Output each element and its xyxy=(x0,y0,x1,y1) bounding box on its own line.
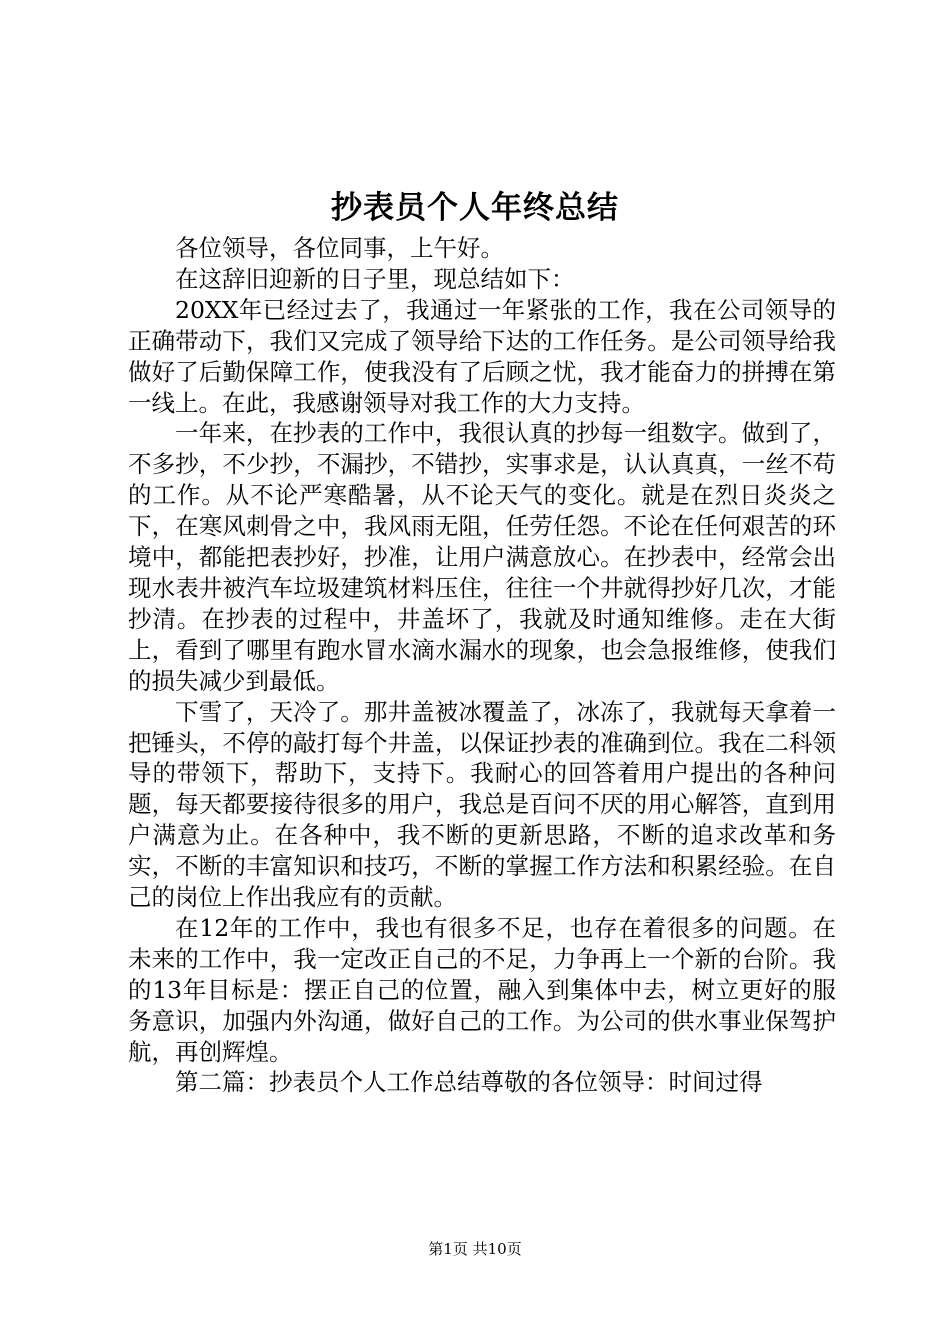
paragraph-year-review: 20XX年已经过去了，我通过一年紧张的工作，我在公司领导的正确带动下，我们又完成了领导给下达的工作任务。是公司领导给我做好了后勤保障工作，使我没有了后顾之忧，我才能奋力的拼搏在第一线上。在此，我感谢领导对我工作的大力支持。 xyxy=(128,295,836,417)
paragraph-intro: 在这辞旧迎新的日子里，现总结如下： xyxy=(175,264,575,293)
paragraph-shortcomings-goals: 在12年的工作中，我也有很多不足，也存在着很多的问题。在未来的工作中，我一定改正自己的不足，力争再上一个新的台阶。我的13年目标是：摆正自己的位置，融入到集体中去，树立更好的服务意识，加强内外沟通，做好自己的工作。为公司的供水事业保驾护航，再创辉煌。 xyxy=(128,913,836,1066)
paragraph-winter-work: 下雪了，天冷了。那井盖被冰覆盖了，冰冻了，我就每天拿着一把锤头，不停的敲打每个井盖，以保证抄表的准确到位。我在二科领导的带领下，帮助下，支持下。我耐心的回答着用户提出的各种问题，每天都要接待很多的用户，我总是百问不厌的用心解答，直到用户满意为止。在各种中，我不断的更新思路，不断的追求改革和务实，不断的丰富知识和技巧，不断的掌握工作方法和积累经验。在自己的岗位上作出我应有的贡献。 xyxy=(128,697,836,912)
paragraph-greeting: 各位领导，各位同事，上午好。 xyxy=(175,234,504,262)
paragraph-meter-reading: 一年来，在抄表的工作中，我很认真的抄每一组数字。做到了，不多抄，不少抄，不漏抄，不错抄，实事求是，认认真真，一丝不苟的工作。从不论严寒酷暑，从不论天气的变化。就是在烈日炎炎之下，在寒风刺骨之中，我风雨无阻，任劳任怨。不论在任何艰苦的环境中，都能把表抄好，抄准，让用户满意放心。在抄表中，经常会出现水表井被汽车垃圾建筑材料压住，往往一个井就得抄好几次，才能抄清。在抄表的过程中，井盖坏了，我就及时通知维修。走在大街上，看到了哪里有跑水冒水滴水漏水的现象，也会急报维修，使我们的损失减少到最低。 xyxy=(128,419,836,695)
document-body xyxy=(128,233,836,1098)
document-title: 抄表员个人年终总结 xyxy=(331,190,619,226)
page-number-footer: 第1页 共10页 xyxy=(428,1240,522,1258)
paragraph-second-article: 第二篇：抄表员个人工作总结尊敬的各位领导：时间过得 xyxy=(175,1068,763,1097)
